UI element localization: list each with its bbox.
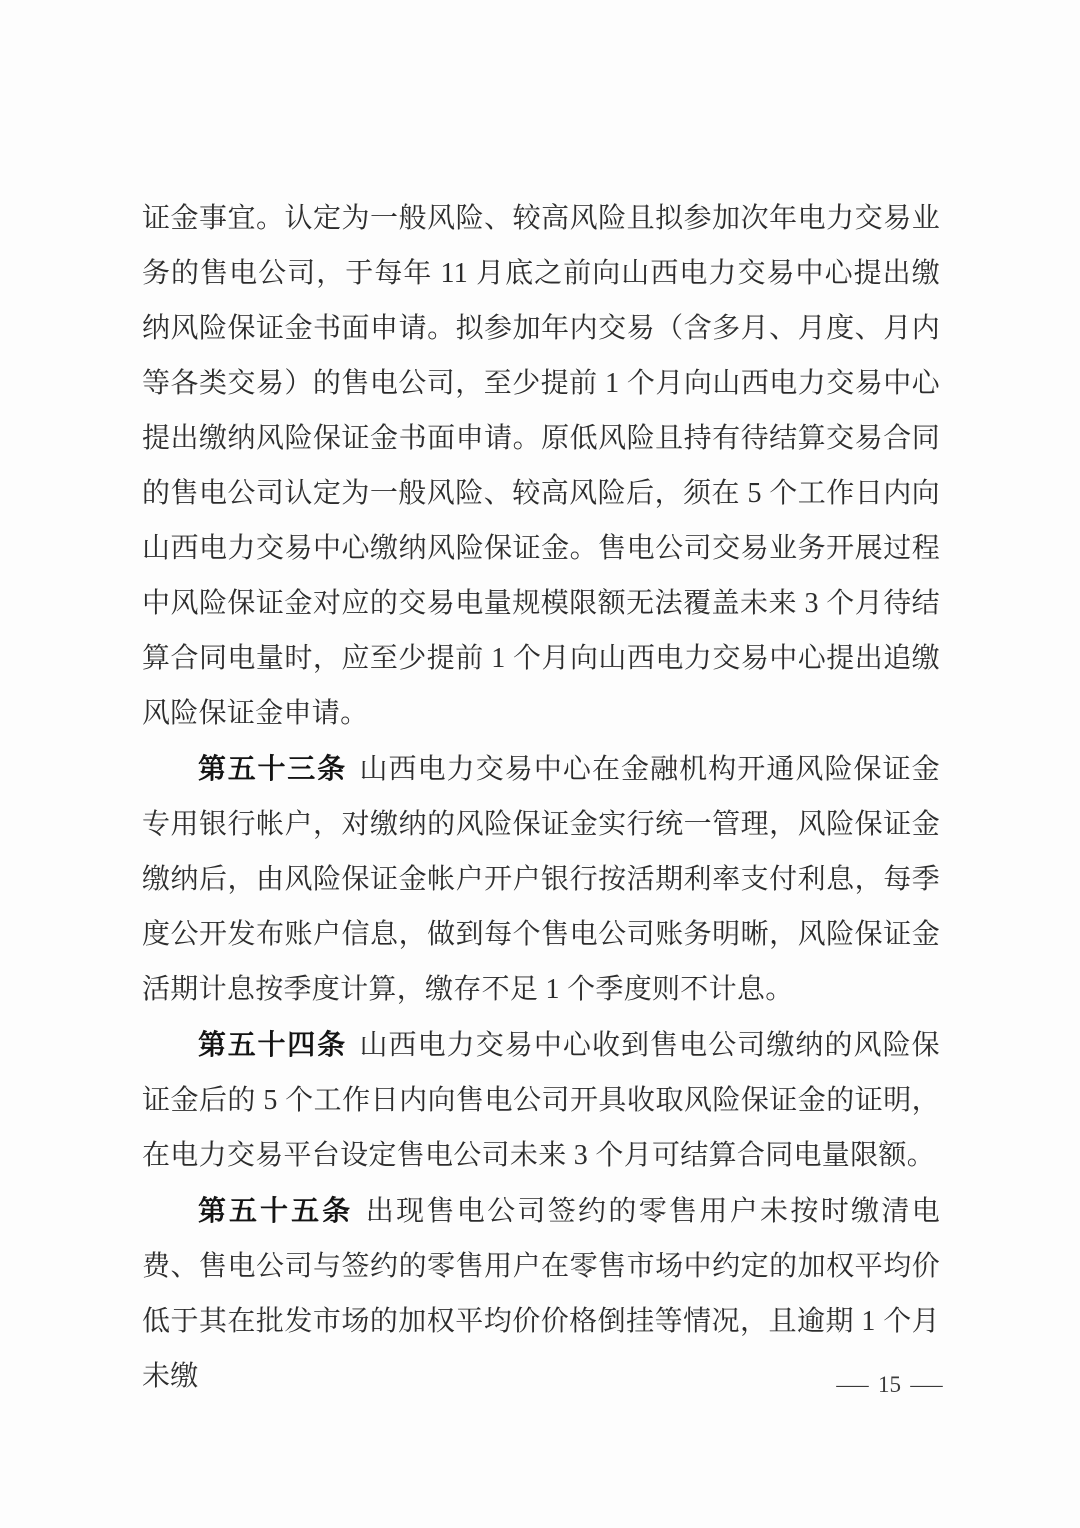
article-number-heading: 第五十五条 [198,1195,354,1226]
article-number-heading: 第五十四条 [198,1029,347,1060]
page-number: 15 [878,1372,901,1397]
paragraph: 第五十四条 山西电力交易中心收到售电公司缴纳的风险保证金后的 5 个工作日内向售电公司开具收取风险保证金的证明，在电力交易平台设定售电公司未来 3 个月可结算合同电量限额。 [142,1029,940,1171]
page-footer [836,1372,943,1398]
article-number-heading: 第五十三条 [198,753,347,784]
page-number-right-dash: — [910,1372,943,1397]
paragraph: 第五十三条 山西电力交易中心在金融机构开通风险保证金专用银行帐户，对缴纳的风险保证金实行统一管理，风险保证金缴纳后，由风险保证金帐户开户银行按活期利率支付利息，每季度公开发布账户信息，做到每个售电公司账务明晰，风险保证金活期计息按季度计算，缴存不足 1 个季度则不计息。 [142,753,940,1005]
document-body [142,191,943,1404]
paragraph: 证金事宜。认定为一般风险、较高风险且拟参加次年电力交易业务的售电公司，于每年 11 月底之前向山西电力交易中心提出缴纳风险保证金书面申请。拟参加年内交易（含多月、月度、月内等各类交易）的售电公司，至少提前 1 个月向山西电力交易中心提出缴纳风险保证金书面申请。原低风险且持有待结算交易合同的售电公司认定为一般风险、较高风险后，须在 5 个工作日内向山西电力交易中心缴纳风险保证金。售电公司交易业务开展过程中风险保证金对应的交易电量规模限额无法覆盖未来 3 个月待结算合同电量时，应至少提前 1 个月向山西电力交易中心提出追缴风险保证金申请。 [142,203,940,729]
paragraph: 第五十五条 出现售电公司签约的零售用户未按时缴清电费、售电公司与签约的零售用户在零售市场中约定的加权平均价低于其在批发市场的加权平均价价格倒挂等情况，且逾期 1 个月未缴 [142,1195,940,1392]
page-number-left-dash: — [836,1372,869,1397]
